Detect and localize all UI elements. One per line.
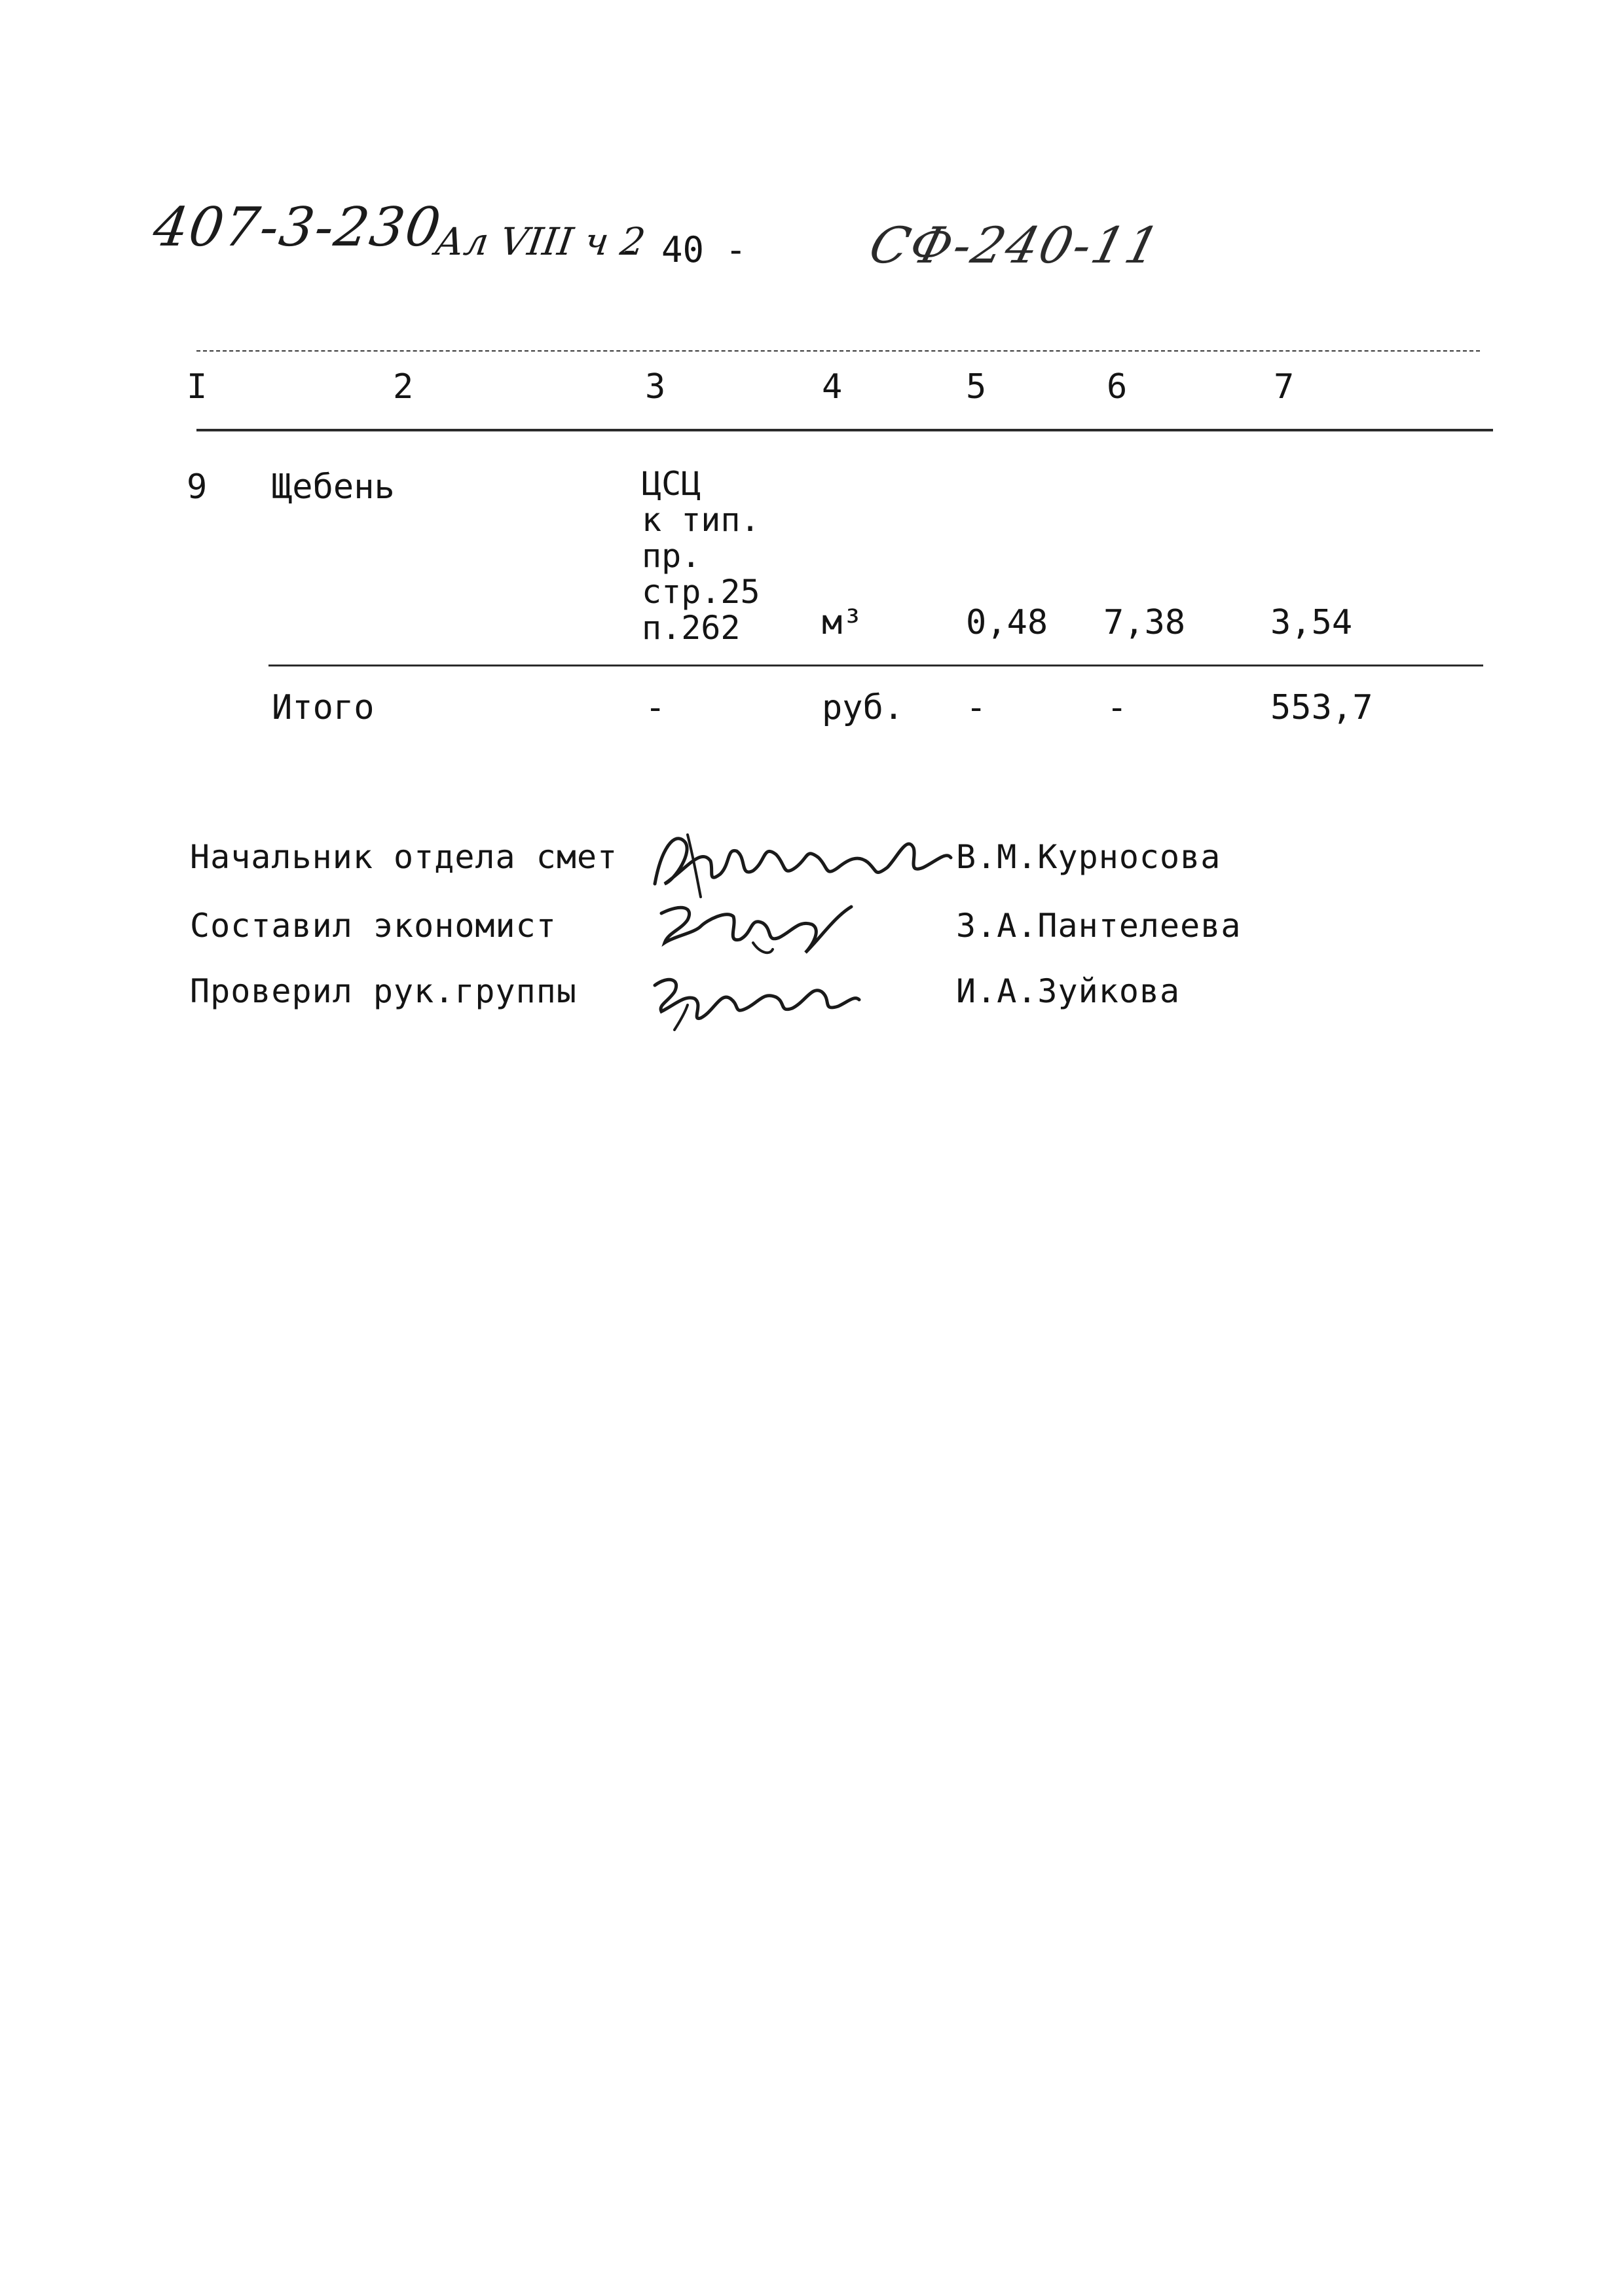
- quantity: 0,48: [966, 603, 1048, 642]
- cost: 3,54: [1270, 603, 1353, 642]
- signature-role: Составил экономист: [190, 907, 557, 945]
- handwritten-signature: [648, 822, 956, 900]
- handwritten-signature: [648, 966, 864, 1031]
- table-top-rule: [196, 350, 1480, 352]
- total-unit: руб.: [822, 688, 904, 727]
- signatory-name: И.А.Зуйкова: [956, 972, 1181, 1010]
- basis-line: к тип.: [642, 501, 760, 539]
- unit-price: 7,38: [1103, 603, 1186, 642]
- sheet-code: СФ-240-11: [863, 216, 1168, 274]
- total-basis: -: [645, 688, 666, 727]
- basis-line: п.262: [642, 609, 741, 647]
- total-cost: 553,7: [1270, 688, 1373, 727]
- total-label: Итого: [272, 688, 375, 727]
- column-number: 3: [645, 367, 666, 407]
- basis-line: ЦСЦ: [642, 465, 701, 503]
- total-quantity: -: [966, 688, 987, 727]
- handwritten-signature: [655, 897, 858, 962]
- column-number: 2: [393, 367, 414, 407]
- album-note: Ал VIII ч 2: [432, 219, 648, 264]
- signature-role: Начальник отдела смет: [190, 838, 618, 876]
- row-bottom-rule: [268, 665, 1483, 666]
- column-number: 6: [1107, 367, 1128, 407]
- basis-line: пр.: [642, 537, 701, 575]
- header-bottom-rule: [196, 429, 1493, 431]
- column-number: 5: [966, 367, 987, 407]
- column-number: I: [187, 367, 208, 407]
- column-number: 4: [822, 367, 843, 407]
- unit: м³: [822, 603, 863, 642]
- signatory-name: В.М.Курносова: [956, 838, 1221, 876]
- basis-line: стр.25: [642, 573, 760, 611]
- item-name: Щебень: [272, 467, 395, 507]
- signatory-name: З.А.Пантелеева: [956, 907, 1242, 945]
- total-price: -: [1107, 688, 1128, 727]
- row-number: 9: [187, 467, 208, 507]
- basis-reference: [642, 466, 760, 646]
- page-number: - 40 -: [619, 229, 747, 270]
- document-code: 407-3-230: [149, 196, 446, 259]
- signature-role: Проверил рук.группы: [190, 972, 577, 1010]
- column-number: 7: [1274, 367, 1295, 407]
